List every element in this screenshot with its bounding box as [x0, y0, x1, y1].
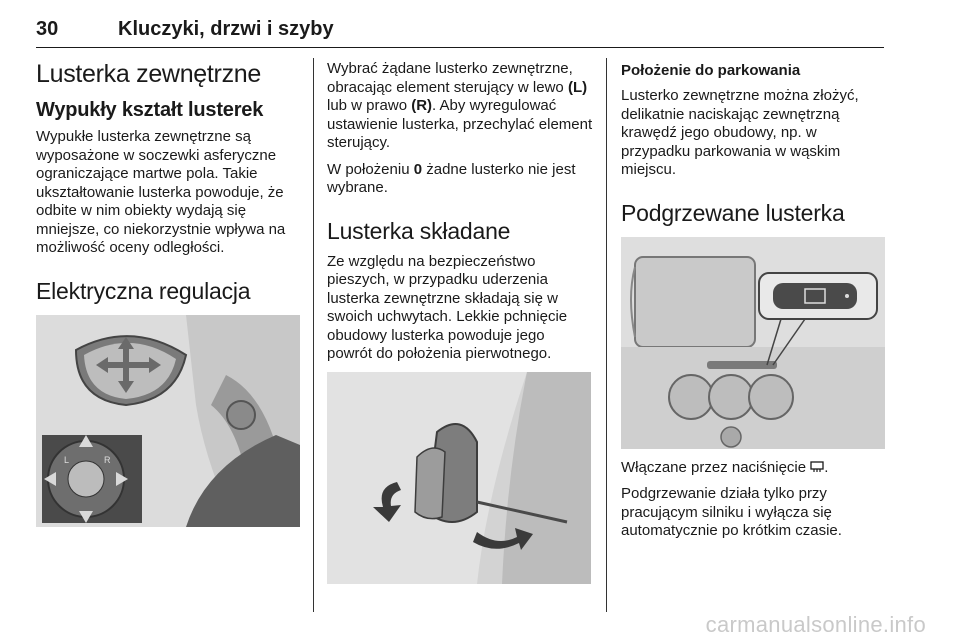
- svg-text:R: R: [104, 454, 111, 465]
- mirror-control-illustration: [36, 315, 300, 527]
- text-fragment: Włączane przez naciśnięcie: [621, 458, 811, 476]
- text-fragment: . Aby wyregulować ustawienie lusterka, przechylać element sterujący.: [327, 97, 593, 151]
- folding-mirror-illustration: [327, 372, 591, 584]
- text-switch-on: [621, 459, 887, 478]
- chapter-title: Kluczyki, drzwi i szyby: [118, 18, 334, 40]
- column-1: [36, 60, 300, 527]
- text-fragment: żadne lusterko nie jest wybrane.: [327, 160, 576, 196]
- heated-mirror-icon: [810, 461, 824, 473]
- text-heating-info: Podgrzewanie działa tylko przy pracującym silniku i wyłącza się automatycznie po krótkim czasie.: [621, 485, 842, 539]
- heading-folding-mirrors: Lusterka składane: [327, 217, 511, 244]
- label-right: (R): [411, 97, 433, 114]
- section-title: Lusterka zewnętrzne: [36, 60, 261, 88]
- header-rule: [36, 47, 884, 48]
- text-select-mirror: [327, 60, 593, 153]
- heading-heated-mirrors: Podgrzewane lusterka: [621, 199, 845, 226]
- heated-mirror-button-illustration: [621, 237, 885, 449]
- label-zero: 0: [413, 160, 423, 178]
- text-position-zero: [327, 161, 593, 198]
- text-fragment: Wybrać żądane lusterko zewnętrzne, obracając element sterujący w lewo: [327, 60, 573, 96]
- column-2: [327, 60, 593, 584]
- text-fragment: W położeniu: [327, 160, 414, 178]
- heading-convex-mirror: Wypukły kształt lusterek: [36, 99, 264, 121]
- text-convex-mirror: Wypukłe lusterka zewnętrzne są wyposażone w soczewki asferyczne ograniczające martwe pola. Takie ukształtowanie lusterka powoduje, że odbite w nim obiekty wydają się mniejsze, co niekorzystnie wpływa na możliwość oceny odległości.: [36, 128, 286, 256]
- page-header: [36, 12, 884, 48]
- page-number: 30: [36, 18, 59, 40]
- column-3: [621, 60, 887, 549]
- column-divider-1: [313, 58, 314, 612]
- column-divider-2: [606, 58, 607, 612]
- label-left: (L): [567, 78, 588, 96]
- text-fragment: .: [824, 458, 829, 476]
- text-fragment: lub w prawo: [327, 97, 412, 114]
- svg-text:L: L: [64, 454, 70, 465]
- text-parking-position: Lusterko zewnętrzne można złożyć, delikatnie naciskając zewnętrzną krawędź jego obudowy, np. w przypadku parkowania w wąskim miejscu.: [621, 87, 859, 178]
- heading-parking-position: Położenie do parkowania: [621, 62, 801, 79]
- heading-electric-adjustment: Elektryczna regulacja: [36, 277, 251, 304]
- watermark: carmanualsonline.info: [705, 612, 926, 637]
- text-folding-mirrors: Ze względu na bezpieczeństwo pieszych, w przypadku uderzenia lusterka zewnętrzne składają się w swoich uchwytach. Lekkie pchnięcie obudowy lusterka powoduje jego powrót do położenia pierwotnego.: [327, 252, 568, 362]
